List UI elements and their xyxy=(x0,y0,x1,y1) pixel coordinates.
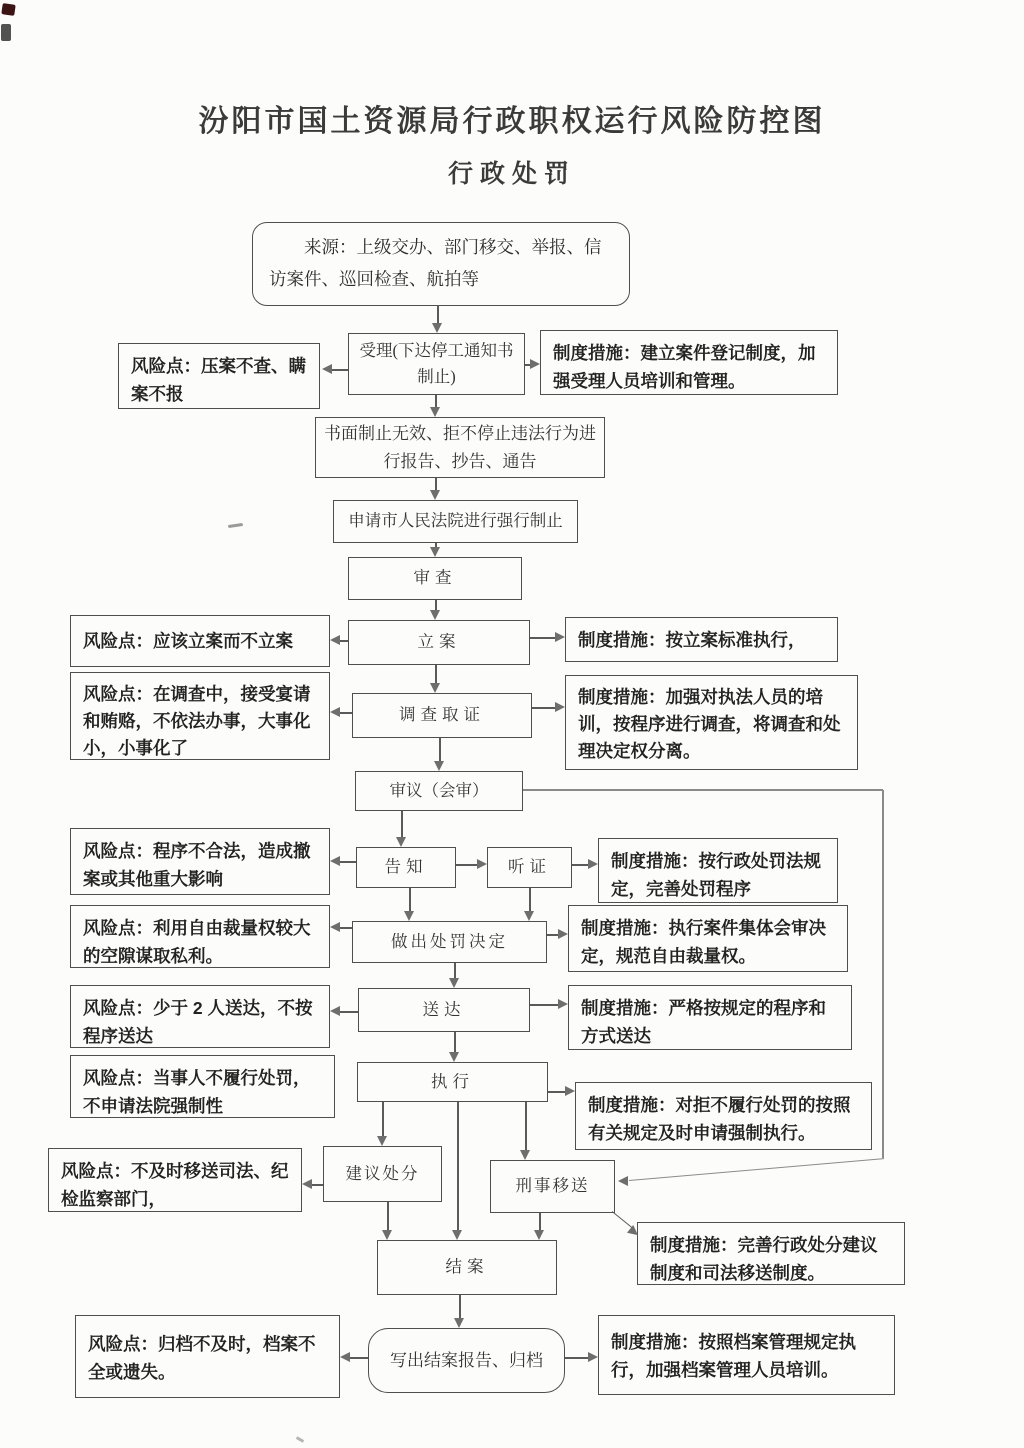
arrowhead-down xyxy=(430,547,440,557)
arrowhead-down xyxy=(449,1052,459,1062)
measure-box-3-label: 制度措施：加强对执法人员的培训，按程序进行调查，将调查和处理决定权分离。 xyxy=(578,687,841,762)
measure-box-2 xyxy=(565,617,838,662)
risk-box-2 xyxy=(70,615,330,667)
connector-line xyxy=(532,707,556,709)
arrowhead-left xyxy=(330,856,340,866)
flow-node-criminal-transfer xyxy=(490,1160,615,1213)
flow-node-report-archive-label: 写出结案报告、归档 xyxy=(390,1350,543,1370)
arrowhead-down xyxy=(534,1230,544,1240)
connector-line xyxy=(437,305,439,325)
flow-node-suggest-sanction-label: 建议处分 xyxy=(345,1163,420,1183)
connector-line xyxy=(530,637,556,639)
connector-line xyxy=(435,665,437,685)
flow-node-filing xyxy=(348,620,530,665)
flow-node-case-close-label: 结案 xyxy=(445,1257,489,1277)
risk-box-6 xyxy=(70,985,330,1048)
risk-box-5-label: 风险点：利用自由裁量权较大的空隙谋取私利。 xyxy=(83,918,311,966)
arrowhead-right xyxy=(565,1086,575,1096)
connector-line xyxy=(387,1202,389,1232)
risk-box-4-label: 风险点：程序不合法，造成撤案或其他重大影响 xyxy=(83,841,311,889)
arrowhead-down xyxy=(454,1318,464,1328)
arrowhead-right xyxy=(555,702,565,712)
arrowhead-down xyxy=(377,1136,387,1146)
flow-node-decision-label: 做出处罚决定 xyxy=(391,931,508,951)
arrowhead-right xyxy=(588,1352,598,1362)
flow-node-deliberation xyxy=(355,771,523,811)
flow-node-investigation xyxy=(352,693,532,738)
arrowhead-left xyxy=(340,1352,350,1362)
arrowhead-down xyxy=(452,1230,462,1240)
arrowhead-down xyxy=(430,683,440,693)
risk-box-5 xyxy=(70,905,330,968)
connector-line xyxy=(529,888,531,913)
connector-line xyxy=(350,1357,368,1359)
connector-line xyxy=(548,1091,566,1093)
arrowhead-down xyxy=(382,1230,392,1240)
risk-box-1 xyxy=(118,343,320,409)
scan-mark xyxy=(296,1436,304,1443)
risk-box-3-label: 风险点：在调查中，接受宴请和贿赂，不依法办事，大事化小，小事化了 xyxy=(83,684,311,759)
arrowhead-left xyxy=(330,1006,340,1016)
flow-node-filing-label: 立案 xyxy=(417,632,461,652)
measure-box-4 xyxy=(598,838,838,903)
connector-line xyxy=(565,1357,589,1359)
flow-node-execution-label: 执行 xyxy=(431,1071,474,1091)
arrowhead-right xyxy=(555,632,565,642)
connector-line xyxy=(382,1102,384,1138)
flow-node-report-archive xyxy=(368,1328,565,1393)
risk-box-8-label: 风险点：不及时移送司法、纪检监察部门， xyxy=(61,1161,289,1209)
flow-node-review-label: 审查 xyxy=(413,568,457,588)
flow-node-delivery xyxy=(358,988,530,1032)
arrowhead-down xyxy=(524,911,534,921)
risk-box-8 xyxy=(48,1148,302,1212)
arrowhead-down xyxy=(396,837,406,847)
arrowhead-down xyxy=(520,1150,530,1160)
arrowhead-down xyxy=(404,911,414,921)
measure-box-1 xyxy=(540,330,838,395)
flow-node-notification xyxy=(356,847,456,888)
risk-box-4 xyxy=(70,828,330,895)
flow-node-criminal-transfer-label: 刑事移送 xyxy=(515,1176,590,1196)
measure-box-9 xyxy=(598,1315,895,1395)
flow-node-written-notice xyxy=(315,417,605,478)
risk-box-1-label: 风险点：压案不查、瞒案不报 xyxy=(131,356,306,404)
connector-line xyxy=(340,1011,358,1013)
risk-box-9-label: 风险点：归档不及时，档案不全或遗失。 xyxy=(88,1334,316,1382)
arrowhead-down xyxy=(432,323,442,333)
flow-node-execution xyxy=(357,1062,548,1102)
flow-node-source-label: 来源：上级交办、部门移交、举报、信访案件、巡回检查、航拍等 xyxy=(269,237,602,290)
connector-line xyxy=(530,1004,559,1006)
measure-box-5 xyxy=(568,905,848,972)
risk-box-3 xyxy=(70,672,330,760)
measure-box-7-label: 制度措施：对拒不履行处罚的按照有关规定及时申请强制执行。 xyxy=(588,1095,851,1143)
measure-box-1-label: 制度措施：建立案件登记制度，加强受理人员培训和管理。 xyxy=(553,343,816,391)
arrowhead-right xyxy=(558,999,568,1009)
risk-box-6-label: 风险点：少于 2 人送达，不按程序送达 xyxy=(83,998,313,1046)
risk-box-7-label: 风险点：当事人不履行处罚，不申请法院强制性 xyxy=(83,1068,311,1116)
arrowhead-left xyxy=(330,707,340,717)
flow-node-hearing xyxy=(487,847,572,888)
flow-node-accept xyxy=(348,333,525,395)
measure-box-6-label: 制度措施：严格按规定的程序和方式送达 xyxy=(581,998,826,1046)
arrowhead-down xyxy=(430,407,440,417)
arrowhead-right xyxy=(530,359,540,369)
flow-node-review xyxy=(348,557,522,600)
measure-box-8-label: 制度措施：完善行政处分建议制度和司法移送制度。 xyxy=(650,1235,878,1283)
flow-node-written-notice-label: 书面制止无效、拒不停止违法行为进行报告、抄告、通告 xyxy=(324,424,596,471)
arrowhead-down xyxy=(430,490,440,500)
connector-line xyxy=(340,861,356,863)
page-subtitle: 行政处罚 xyxy=(447,161,576,188)
connector-line xyxy=(401,811,403,839)
arrowhead-down xyxy=(430,610,440,620)
flow-node-accept-label: 受理(下达停工通知书制止) xyxy=(359,340,514,386)
arrowhead-left xyxy=(322,364,332,374)
connector-line xyxy=(439,738,441,763)
arrowhead-right xyxy=(588,859,598,869)
connector-line xyxy=(525,1102,527,1152)
flow-node-court-force xyxy=(333,500,578,543)
connector-line xyxy=(332,369,348,371)
scan-mark xyxy=(228,523,243,528)
measure-box-2-label: 制度措施：按立案标准执行， xyxy=(578,629,806,650)
connector-line xyxy=(409,888,411,913)
connector-line xyxy=(456,864,478,866)
scan-mark xyxy=(1,24,11,41)
arrowhead-right xyxy=(477,859,487,869)
risk-box-7 xyxy=(70,1055,335,1118)
flow-node-investigation-label: 调查取证 xyxy=(399,705,485,725)
connector-line xyxy=(340,712,352,714)
connector-line xyxy=(459,1295,461,1320)
arrowhead-left xyxy=(330,635,340,645)
measure-box-8 xyxy=(637,1222,905,1285)
connector-line xyxy=(882,790,884,1158)
measure-box-9-label: 制度措施：按照档案管理规定执行，加强档案管理人员培训。 xyxy=(611,1332,856,1380)
arrowhead-down xyxy=(434,761,444,771)
flow-node-notification-label: 告知 xyxy=(384,857,428,877)
arrowhead-left xyxy=(330,922,340,932)
connector-line xyxy=(572,864,589,866)
measure-box-5-label: 制度措施：执行案件集体会审决定，规范自由裁量权。 xyxy=(581,918,826,966)
arrowhead-left xyxy=(618,1176,628,1186)
page-title: 汾阳市国土资源局行政职权运行风险防控图 xyxy=(198,105,826,138)
flow-node-delivery-label: 送达 xyxy=(422,999,466,1019)
measure-box-6 xyxy=(568,985,852,1050)
risk-box-9 xyxy=(75,1315,340,1398)
flow-node-source xyxy=(252,222,630,306)
connector-line xyxy=(457,1102,459,1232)
connector-line xyxy=(340,640,348,642)
flow-node-hearing-label: 听证 xyxy=(508,857,551,877)
measure-box-3 xyxy=(565,675,858,770)
arrowhead-left xyxy=(302,1179,312,1189)
flow-node-suggest-sanction xyxy=(323,1146,442,1202)
risk-box-2-label: 风险点：应该立案而不立案 xyxy=(83,631,293,651)
arrowhead-down xyxy=(449,978,459,988)
arrowhead-right xyxy=(558,929,568,939)
flow-node-decision xyxy=(352,921,547,963)
flow-node-case-close xyxy=(377,1240,557,1295)
connector-line xyxy=(340,927,352,929)
measure-box-7 xyxy=(575,1082,872,1150)
connector-line xyxy=(312,1184,323,1186)
measure-box-4-label: 制度措施：按行政处罚法规定，完善处罚程序 xyxy=(611,851,821,899)
flow-node-deliberation-label: 审议（会审） xyxy=(389,780,489,800)
connector-line xyxy=(629,1158,884,1181)
connector-line xyxy=(523,789,883,791)
scan-mark xyxy=(1,3,15,16)
flow-node-court-force-label: 申请市人民法院进行强行制止 xyxy=(348,511,563,531)
connector-line xyxy=(454,1032,456,1054)
